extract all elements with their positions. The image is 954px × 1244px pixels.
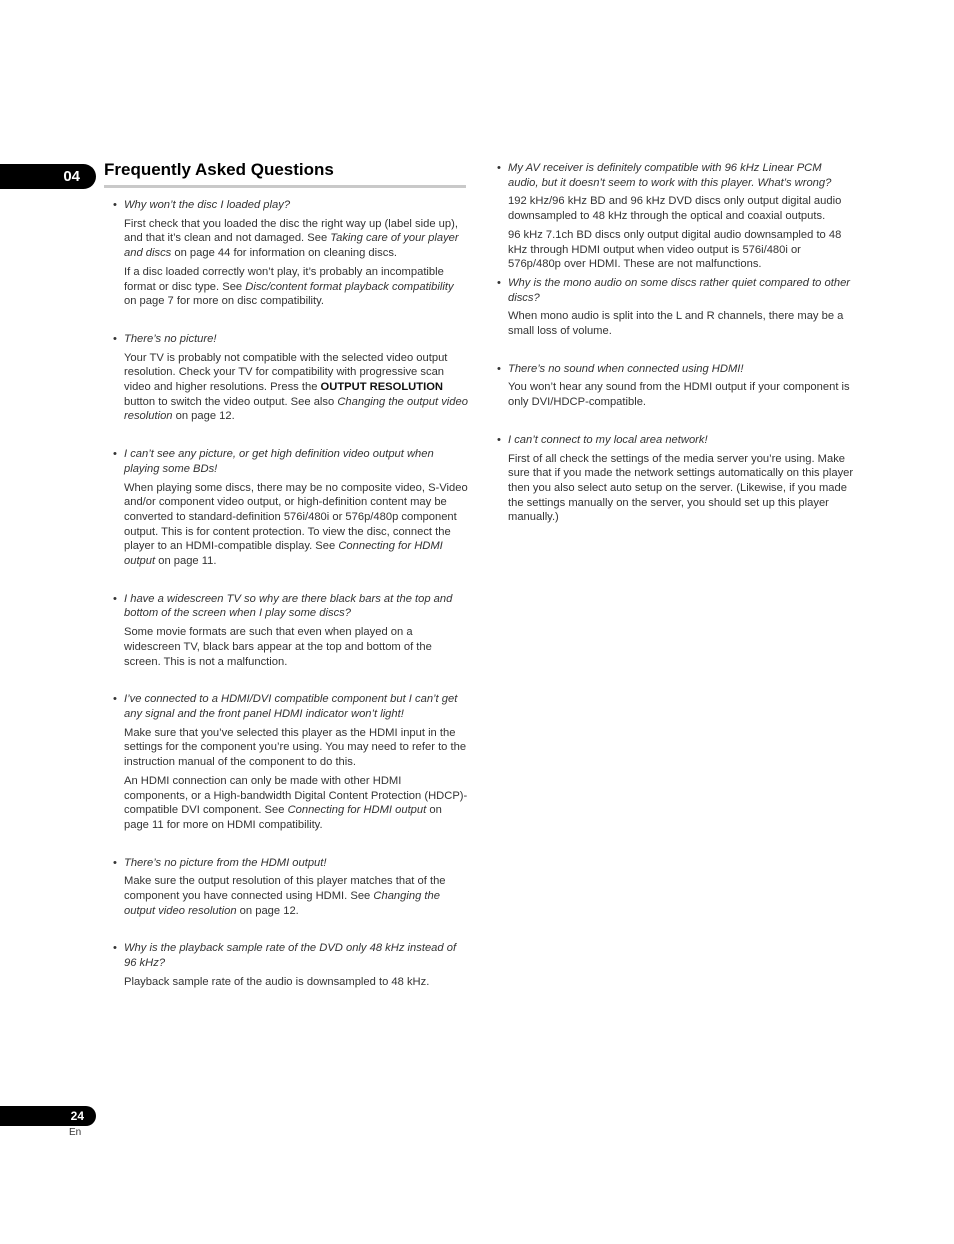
faq-item [110, 592, 468, 670]
faq-question-text: I can’t connect to my local area network! [508, 433, 708, 446]
faq-item [494, 276, 854, 339]
answer-text: Your TV is probably not compatible with the selected video output resolution. Check your TV for compatibility with progressive scan video and higher resolutions. Press the [124, 351, 448, 394]
answer-text: Playback sample rate of the audio is downsampled to 48 kHz. [124, 975, 430, 988]
bullet-icon: • [113, 942, 117, 955]
answer-text: on page 7 for more on disc compatibility. [124, 295, 325, 308]
bullet-icon: • [497, 433, 501, 446]
faq-question [494, 362, 854, 377]
faq-question [110, 692, 468, 721]
faq-answer [110, 217, 468, 261]
faq-item [110, 198, 468, 309]
faq-answer [110, 726, 468, 770]
faq-question-text: I’ve connected to a HDMI/DVI compatible component but I can’t get any signal and the front panel HDMI indicator won’t light! [124, 693, 458, 720]
bullet-icon: • [113, 856, 117, 869]
faq-question-text: I have a widescreen TV so why are there black bars at the top and bottom of the screen when I play some discs? [124, 592, 453, 620]
faq-item [494, 433, 854, 525]
bullet-icon: • [113, 693, 117, 706]
answer-text: First of all check the settings of the media server you’re using. Make sure that if you made the network settings automatically on this player then you also select auto setup on the server. (Likewise, if you made the settings manually on the server, you should set up this player manually.) [508, 452, 854, 524]
faq-answer [110, 774, 468, 833]
faq-question [110, 332, 468, 347]
cross-reference: Connecting for HDMI output [124, 540, 443, 568]
answer-text: on page 11 for more on HDMI compatibility. [124, 804, 442, 831]
cross-reference: Changing the output video resolution [124, 395, 468, 423]
bullet-icon: • [497, 276, 501, 289]
answer-text: 192 kHz/96 kHz BD and 96 kHz DVD discs only output digital audio downsampled to 48 kHz through the optical and coaxial outputs. [508, 195, 842, 223]
faq-item [110, 856, 468, 919]
faq-question [494, 433, 854, 448]
faq-answer [110, 975, 468, 990]
faq-question-text: I can’t see any picture, or get high definition video output when playing some BDs! [124, 448, 434, 475]
faq-answer [494, 228, 854, 272]
faq-question-text: My AV receiver is definitely compatible with 96 kHz Linear PCM audio, but it doesn’t seem to work with this player. What’s wrong? [508, 162, 832, 189]
faq-answer [494, 194, 854, 223]
answer-text: An HDMI connection can only be made with other HDMI components, or a High-bandwidth Digital Content Protection (HDCP)-compatible DVI component. See [124, 774, 468, 817]
faq-question [110, 198, 468, 213]
faq-item [110, 941, 468, 989]
faq-question-text: Why is the mono audio on some discs rather quiet compared to other discs? [508, 276, 851, 304]
faq-question [110, 941, 468, 970]
bullet-icon: • [113, 199, 117, 211]
button-name: OUTPUT RESOLUTION [320, 381, 443, 394]
faq-question-text: There’s no picture from the HDMI output! [124, 856, 327, 869]
cross-reference: Disc/content format playback compatibility [245, 280, 454, 293]
faq-item [110, 692, 468, 832]
left-column [110, 198, 468, 1013]
faq-answer [494, 452, 854, 526]
faq-item [110, 447, 468, 569]
faq-question [110, 447, 468, 476]
answer-text: When playing some discs, there may be no composite video, S-Video and/or component video output, or high-definition content may be converted to standard-definition 576i/480i or 576p/480p component output. This is for content protection. To view the disc, connect the player to an HDMI-compatible display. See [124, 481, 468, 553]
faq-item [110, 332, 468, 424]
answer-text: Some movie formats are such that even when played on a widescreen TV, black bars appear at the top and bottom of the screen. This is not a malfunction. [124, 626, 432, 668]
bullet-icon: • [113, 592, 117, 605]
language-label: En [69, 1127, 82, 1138]
answer-text: First check that you loaded the disc the right way up (label side up), and that it’s clean and not damaged. See [124, 217, 458, 245]
answer-text: 96 kHz 7.1ch BD discs only output digital audio downsampled to 48 kHz through HDMI output when video output is 576i/480i or 576p/480p over HDMI. These are not malfunctions. [508, 228, 842, 271]
answer-text: on page 11. [155, 555, 217, 568]
answer-text: button to switch the video output. See also [124, 395, 338, 408]
bullet-icon: • [113, 332, 117, 345]
answer-text: on page 12. [172, 410, 235, 423]
bullet-icon: • [497, 362, 501, 375]
faq-answer [110, 481, 468, 569]
faq-answer [110, 874, 468, 918]
right-column [494, 161, 854, 548]
bullet-icon: • [497, 162, 501, 174]
faq-item [494, 362, 854, 410]
answer-text: on page 44 for information on cleaning discs. [171, 247, 398, 260]
faq-question-text: Why is the playback sample rate of the DVD only 48 kHz instead of 96 kHz? [124, 942, 457, 970]
faq-question-text: There’s no picture! [124, 332, 217, 345]
faq-question [494, 276, 854, 305]
bullet-icon: • [113, 448, 117, 461]
faq-answer [110, 625, 468, 669]
answer-text: You won’t hear any sound from the HDMI output if your component is only DVI/HDCP-compatible. [508, 381, 850, 409]
cross-reference: Changing the output video resolution [124, 890, 440, 917]
answer-text: Make sure the output resolution of this player matches that of the component you have connected using HDMI. See [124, 875, 446, 903]
faq-question-text: Why won’t the disc I loaded play? [124, 199, 291, 211]
chapter-number-tab: 04 [0, 164, 96, 189]
faq-answer [494, 380, 854, 409]
cross-reference: Taking care of your player and discs [124, 232, 459, 260]
faq-item [494, 161, 854, 272]
answer-text: Make sure that you’ve selected this player as the HDMI input in the settings for the component you’re using. You may need to refer to the instruction manual of the component to do this. [124, 726, 467, 769]
faq-answer [494, 309, 854, 338]
faq-question [110, 856, 468, 871]
faq-question [110, 592, 468, 621]
section-title: Frequently Asked Questions [104, 160, 466, 188]
answer-text: on page 12. [236, 904, 299, 917]
faq-answer [110, 265, 468, 309]
faq-question-text: There’s no sound when connected using HDMI! [508, 362, 744, 375]
answer-text: When mono audio is split into the L and R channels, there may be a small loss of volume. [508, 310, 844, 338]
cross-reference: Connecting for HDMI output [287, 804, 427, 817]
answer-text: If a disc loaded correctly won’t play, it’s probably an incompatible format or disc type. See [124, 265, 444, 293]
page-number: 24 [0, 1106, 96, 1126]
faq-answer [110, 351, 468, 425]
faq-question [494, 161, 854, 190]
